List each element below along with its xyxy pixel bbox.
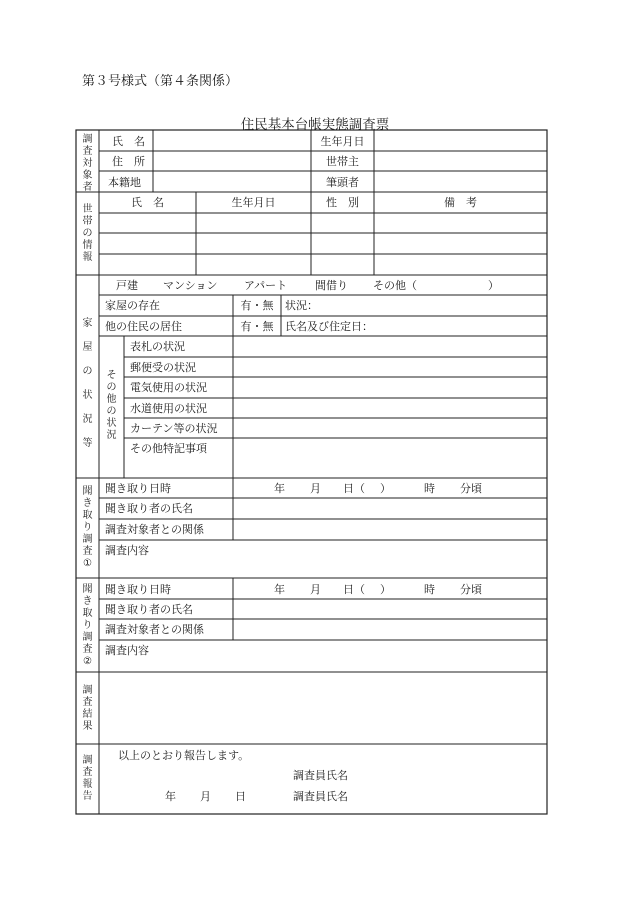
domicile-label: 本籍地 <box>108 176 141 189</box>
interview-1-hour: 時 <box>424 482 435 495</box>
house-type-room-rent: 間借り <box>315 279 348 292</box>
household-col-birthdate: 生年月日 <box>231 196 276 209</box>
report-statement: 以上のとおり報告します。 <box>118 749 250 762</box>
interview-2-year: 年 <box>274 583 285 596</box>
house-type-mansion: マンション <box>163 279 218 292</box>
other-residents-yn: 有・無 <box>240 320 274 333</box>
other-residents-label: 他の住民の居住 <box>105 320 182 333</box>
subject-section-label: 調 査 対 象 者 <box>82 134 93 193</box>
interview-2-relation-label: 調査対象者との関係 <box>105 623 204 636</box>
interview-2-day: 日（ <box>343 583 365 596</box>
report-month: 月 <box>200 790 211 803</box>
interview-2-content-label: 調査内容 <box>105 644 149 657</box>
house-existence-label: 家屋の存在 <box>105 299 160 312</box>
householder-label: 世帯主 <box>326 155 359 168</box>
other-status-label: そ の 他 の 状 況 <box>106 370 117 441</box>
report-year: 年 <box>165 790 176 803</box>
interview-1-section-label: 聞 き 取 り 調 査 ① <box>82 486 93 569</box>
curtain-status: カーテン等の状況 <box>130 422 218 435</box>
household-col-remarks: 備 考 <box>444 196 477 209</box>
form-number: 第３号様式（第４条関係） <box>82 74 239 89</box>
report-day: 日 <box>235 790 246 803</box>
interview-1-day: 日（ <box>343 482 365 495</box>
interview-2-weekday-close: ） <box>380 583 391 596</box>
nameplate-status: 表札の状況 <box>130 340 185 353</box>
interview-2-section-label: 聞 き 取 り 調 査 ② <box>82 584 93 667</box>
interview-1-minute: 分頃 <box>460 482 482 495</box>
interview-1-datetime-label: 聞き取り日時 <box>105 482 171 495</box>
household-col-gender: 性 別 <box>326 196 359 209</box>
house-type-other: その他（ <box>373 279 417 292</box>
interview-1-interviewee-label: 聞き取り者の氏名 <box>105 502 193 515</box>
head-label: 筆頭者 <box>326 176 359 189</box>
interview-1-weekday-close: ） <box>380 482 391 495</box>
report-section-label: 調 査 報 告 <box>82 755 93 802</box>
other-residents-info: 氏名及び住定日： <box>285 320 373 333</box>
water-status: 水道使用の状況 <box>130 402 207 415</box>
house-section-label: 家 屋 の 状 況 等 <box>82 318 93 449</box>
name-label: 氏 名 <box>112 135 145 148</box>
interview-2-month: 月 <box>310 583 321 596</box>
interview-2-hour: 時 <box>424 583 435 596</box>
house-type-apartment: アパート <box>244 279 288 292</box>
electricity-status: 電気使用の状況 <box>130 381 207 394</box>
interview-2-minute: 分頃 <box>460 583 482 596</box>
form-title: 住民基本台帳実態調査票 <box>240 117 390 133</box>
birthdate-label: 生年月日 <box>320 135 365 148</box>
house-existence-status: 状況： <box>285 299 318 312</box>
house-type-other-close: ） <box>488 279 499 292</box>
interview-1-relation-label: 調査対象者との関係 <box>105 523 204 536</box>
interview-2-interviewee-label: 聞き取り者の氏名 <box>105 603 193 616</box>
interview-1-content-label: 調査内容 <box>105 544 149 557</box>
interview-2-datetime-label: 聞き取り日時 <box>105 583 171 596</box>
house-existence-yn: 有・無 <box>240 299 274 312</box>
house-type-detached: 戸建 <box>116 279 138 292</box>
interview-1-year: 年 <box>274 482 285 495</box>
interview-1-month: 月 <box>310 482 321 495</box>
investigator-name-2: 調査員氏名 <box>293 790 348 803</box>
investigator-name-1: 調査員氏名 <box>293 769 348 782</box>
other-notes: その他特記事項 <box>130 442 207 455</box>
mailbox-status: 郵便受の状況 <box>130 361 196 374</box>
household-col-name: 氏 名 <box>131 196 164 209</box>
address-label: 住 所 <box>112 155 145 168</box>
result-section-label: 調 査 結 果 <box>82 685 93 732</box>
household-section-label: 世 帯 の 情 報 <box>82 204 93 263</box>
